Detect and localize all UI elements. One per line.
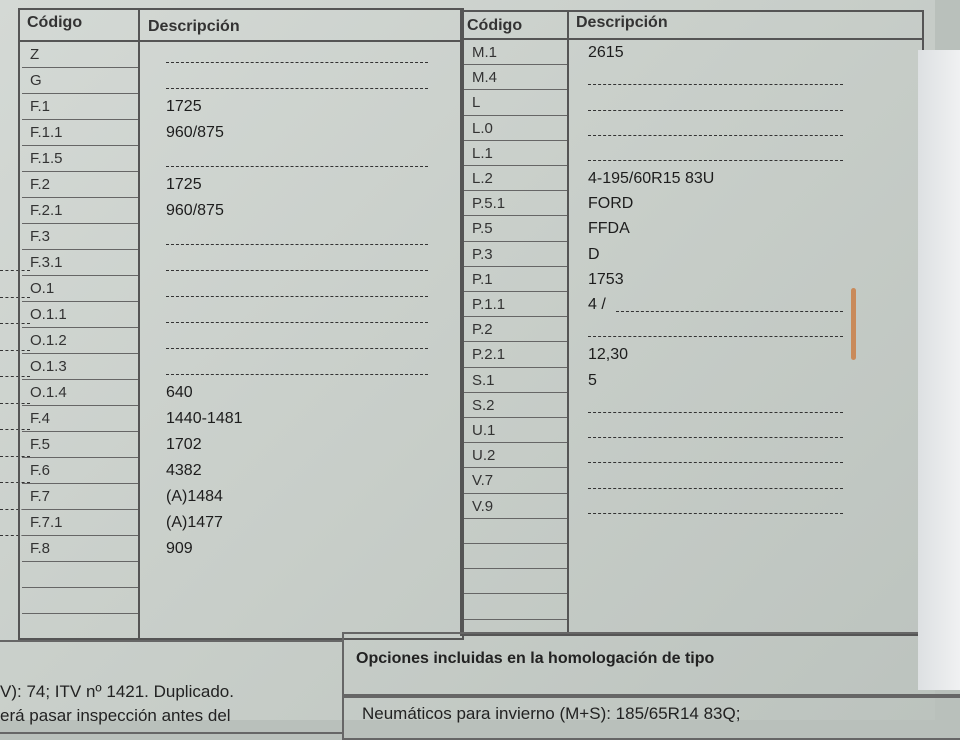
- empty-value-dashes: [166, 270, 428, 271]
- row-value: FFDA: [588, 220, 630, 238]
- row-value: 1725: [166, 176, 202, 193]
- row-value: 960/875: [166, 202, 224, 219]
- row-value: 960/875: [166, 124, 224, 141]
- row-value: 1702: [166, 436, 202, 453]
- row-code: O.1.2: [22, 328, 138, 354]
- row-code: F.5: [22, 432, 138, 458]
- row-value: 909: [166, 540, 193, 557]
- row-code: F.7.1: [22, 510, 138, 536]
- row-code: F.7: [22, 484, 138, 510]
- row-code: U.1: [464, 418, 567, 443]
- row-value: 4382: [166, 462, 202, 479]
- empty-value-dashes: [588, 513, 843, 514]
- row-value: 12,30: [588, 346, 629, 364]
- row-value: 1440-1481: [166, 410, 243, 427]
- row-code: [464, 594, 567, 619]
- row-code: M.1: [464, 40, 567, 65]
- empty-value-dashes: [588, 412, 843, 413]
- row-code: L.1: [464, 141, 567, 166]
- row-code: F.1.1: [22, 120, 138, 146]
- row-value: (A)1484: [166, 488, 223, 505]
- row-code: P.1: [464, 267, 567, 292]
- row-code: O.1.4: [22, 380, 138, 406]
- right-code-header: Código: [467, 17, 523, 34]
- row-code: F.1.5: [22, 146, 138, 172]
- empty-value-dashes: [166, 88, 428, 89]
- row-code: P.1.1: [464, 292, 567, 317]
- row-code: S.2: [464, 393, 567, 418]
- row-value: 4-195/60R15 83U: [588, 170, 715, 187]
- empty-value-dashes: [588, 462, 843, 463]
- row-code: F.3: [22, 224, 138, 250]
- row-code: P.5.1: [464, 191, 567, 216]
- row-code: O.1.3: [22, 354, 138, 380]
- paper-clip: [851, 288, 856, 360]
- empty-value-dashes: [166, 62, 428, 63]
- empty-value-dashes: [588, 135, 843, 136]
- empty-value-dashes: [166, 244, 428, 245]
- row-code: O.1.1: [22, 302, 138, 328]
- empty-value-dashes: [166, 322, 428, 323]
- empty-value-dashes: [166, 166, 428, 167]
- empty-value-dashes: [588, 110, 843, 111]
- row-code: P.5: [464, 216, 567, 241]
- row-value: D: [588, 245, 600, 263]
- row-code: [22, 588, 138, 614]
- row-code: L: [464, 90, 567, 115]
- row-code: [22, 562, 138, 588]
- row-value: 640: [166, 384, 193, 401]
- row-code: F.3.1: [22, 250, 138, 276]
- empty-value-dashes: [588, 437, 843, 438]
- row-value: 5: [588, 371, 597, 389]
- remarks-line-2: erá pasar inspección antes del: [0, 706, 231, 725]
- empty-value-dashes: [166, 296, 428, 297]
- row-code: P.3: [464, 242, 567, 267]
- empty-value-dashes: [588, 488, 843, 489]
- row-value: 1753: [588, 270, 624, 288]
- empty-value-dashes: [588, 336, 843, 337]
- row-code: V.9: [464, 494, 567, 519]
- row-code: P.2: [464, 317, 567, 342]
- row-code: S.1: [464, 368, 567, 393]
- options-line-1: Neumáticos para invierno (M+S): 185/65R14 83Q;: [362, 704, 741, 723]
- row-value: (A)1477: [166, 514, 223, 531]
- row-code: M.4: [464, 65, 567, 90]
- row-code: L.2: [464, 166, 567, 191]
- row-code: F.2.1: [22, 198, 138, 224]
- row-value: 1725: [166, 98, 202, 115]
- row-code: [464, 569, 567, 594]
- row-code: Z: [22, 42, 138, 68]
- right-table-divider: [567, 10, 569, 632]
- row-code: F.2: [22, 172, 138, 198]
- left-code-header: Código: [27, 14, 83, 31]
- row-code: F.1: [22, 94, 138, 120]
- left-table-divider: [138, 8, 140, 638]
- row-code: G: [22, 68, 138, 94]
- left-desc-header: Descripción: [148, 18, 240, 35]
- row-code: U.2: [464, 443, 567, 468]
- row-code: F.6: [22, 458, 138, 484]
- row-code: [464, 519, 567, 544]
- row-value: FORD: [588, 195, 634, 213]
- row-value: 4 /: [588, 296, 606, 313]
- empty-value-dashes: [588, 160, 843, 161]
- paper-edge: [918, 50, 960, 690]
- row-code: O.1: [22, 276, 138, 302]
- empty-value-dashes: [166, 348, 428, 349]
- empty-value-dashes: [616, 311, 843, 312]
- row-code: F.4: [22, 406, 138, 432]
- remarks-line-1: V): 74; ITV nº 1421. Duplicado.: [0, 682, 234, 701]
- row-code: P.2.1: [464, 342, 567, 367]
- row-code: L.0: [464, 116, 567, 141]
- empty-value-dashes: [588, 84, 843, 85]
- row-value: 2615: [588, 44, 624, 61]
- right-desc-header: Descripción: [576, 14, 668, 31]
- row-code: [464, 544, 567, 569]
- options-title: Opciones incluidas en la homologación de tipo: [356, 650, 715, 667]
- row-code: F.8: [22, 536, 138, 562]
- row-code: V.7: [464, 468, 567, 493]
- empty-value-dashes: [166, 374, 428, 375]
